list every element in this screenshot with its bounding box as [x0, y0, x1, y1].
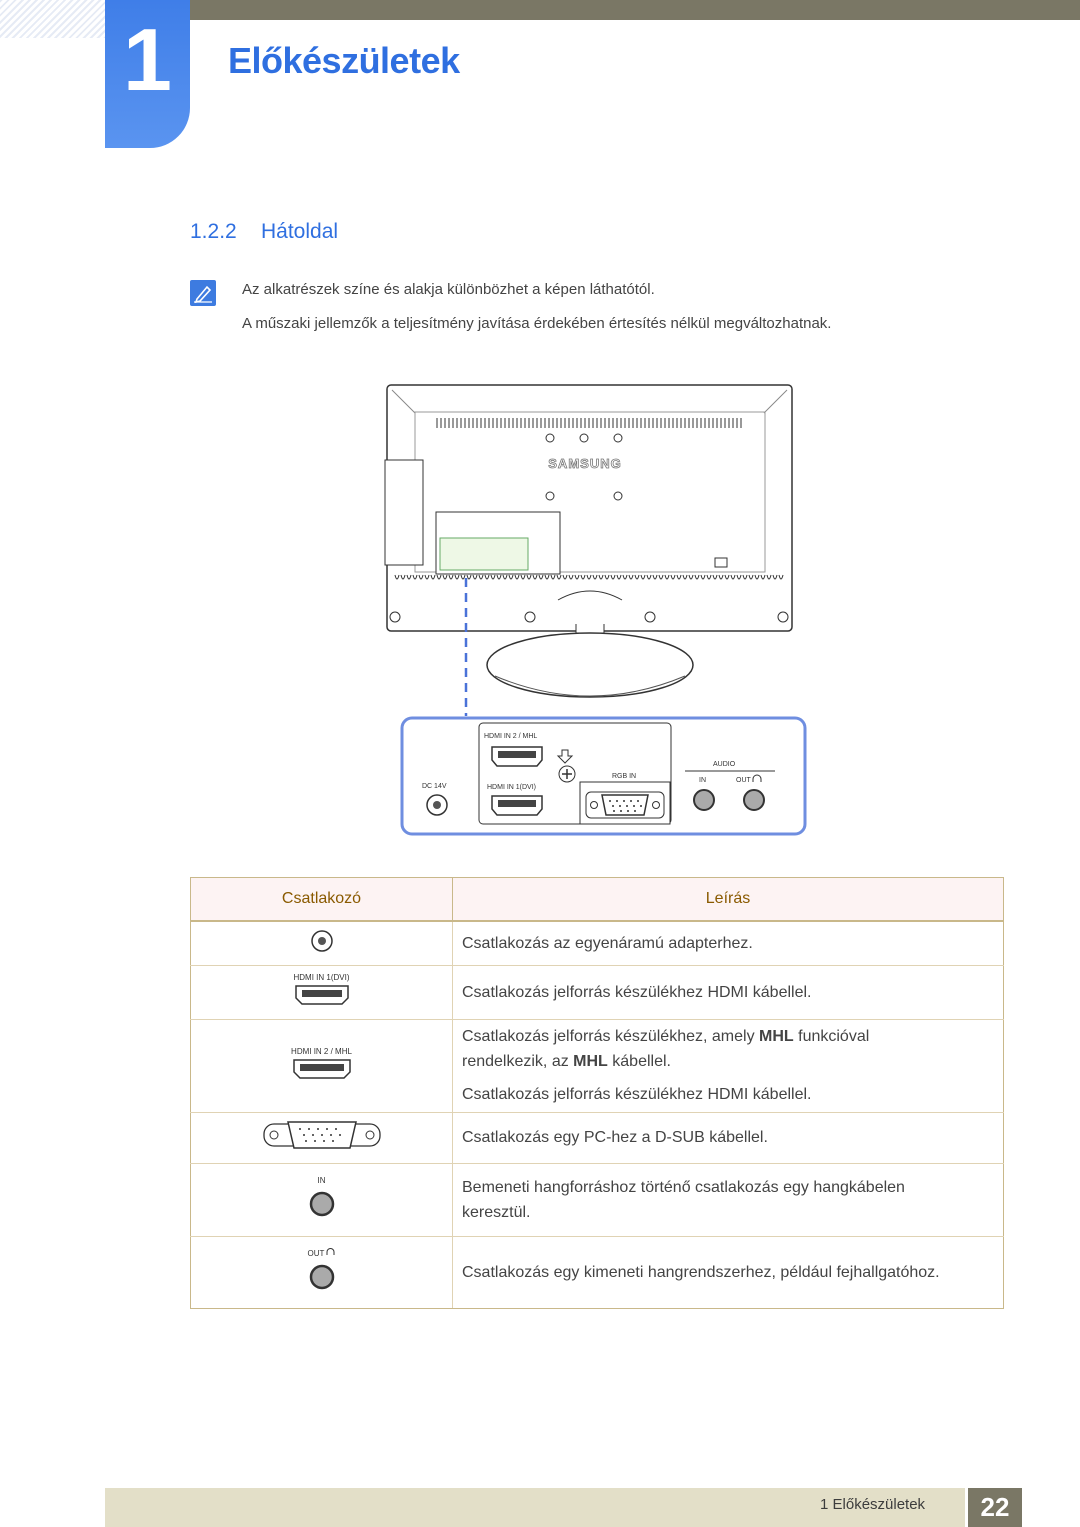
- footer-chapter-label: 1 Előkészületek: [820, 1496, 926, 1513]
- table-row: [191, 1236, 1004, 1308]
- note-text-1: Az alkatrészek színe és alakja különbözhet a képen láthatótól.: [242, 281, 655, 298]
- table-row: [191, 921, 1004, 965]
- label-hdmi2: HDMI IN 2 / MHL: [484, 733, 538, 740]
- table-row: [191, 1019, 1004, 1112]
- brand-logo: SAMSUNG: [548, 456, 622, 471]
- row-desc-hdmi2: Csatlakozás jelforrás készülékhez, amely MHL funkcióval rendelkezik, az MHL kábellel. Csatlakozás jelforrás készülékhez HDMI kábellel.: [453, 1019, 1004, 1112]
- chapter-title: Előkészületek: [228, 40, 460, 81]
- label-in: IN: [699, 777, 706, 784]
- label-rgb: RGB IN: [612, 773, 637, 780]
- header-hatch: [0, 0, 105, 38]
- section-title: Hátoldal: [261, 220, 339, 243]
- label-out: OUT: [736, 777, 751, 784]
- monitor-rear-diagram: [380, 378, 820, 848]
- audio-in-icon-label: IN: [317, 1176, 326, 1185]
- header-description: Leírás: [453, 878, 1004, 922]
- section-heading: [190, 220, 338, 244]
- page-number: 22: [968, 1488, 1022, 1527]
- note-text-2: A műszaki jellemzők a teljesítmény javítása érdekében értesítés nélkül megváltozhatnak.: [242, 315, 832, 332]
- hdmi2-icon-label: HDMI IN 2 / MHL: [291, 1046, 352, 1056]
- audio-in-jack-icon: [308, 1190, 336, 1218]
- table-row: [191, 1112, 1004, 1163]
- section-number: 1.2.2: [190, 220, 237, 243]
- connector-table: [190, 877, 1004, 1309]
- header-bar: [190, 0, 1080, 20]
- dc-jack-icon: [310, 929, 334, 953]
- row-desc-dsub: Csatlakozás egy PC-hez a D-SUB kábellel.: [453, 1112, 1004, 1163]
- label-hdmi1: HDMI IN 1(DVI): [487, 784, 536, 791]
- chapter-number: 1: [105, 0, 190, 148]
- table-row: [191, 965, 1004, 1019]
- audio-out-jack-icon: [308, 1263, 336, 1291]
- hdmi-mhl-port-icon: [292, 1058, 352, 1080]
- header-connector: Csatlakozó: [191, 878, 453, 922]
- table-row: [191, 1163, 1004, 1236]
- headphones-icon: [326, 1248, 335, 1256]
- hdmi1-icon-label: HDMI IN 1(DVI): [293, 973, 350, 982]
- hdmi-port-icon: [294, 984, 350, 1006]
- audio-out-icon-label: OUT: [192, 1248, 451, 1258]
- row-desc-hdmi1: Csatlakozás jelforrás készülékhez HDMI kábellel.: [453, 965, 1004, 1019]
- label-audio: AUDIO: [713, 761, 736, 768]
- row-desc-audio-out: Csatlakozás egy kimeneti hangrendszerhez, például fejhallgatóhoz.: [453, 1236, 1004, 1308]
- row-desc-dc: Csatlakozás az egyenáramú adapterhez.: [453, 921, 1004, 965]
- dsub-port-icon: [262, 1120, 382, 1150]
- row-desc-audio-in: Bemeneti hangforráshoz történő csatlakozás egy hangkábelen keresztül.: [453, 1163, 1004, 1236]
- label-dc: DC 14V: [422, 783, 447, 790]
- note-icon: [190, 280, 216, 306]
- table-header-row: [191, 878, 1004, 922]
